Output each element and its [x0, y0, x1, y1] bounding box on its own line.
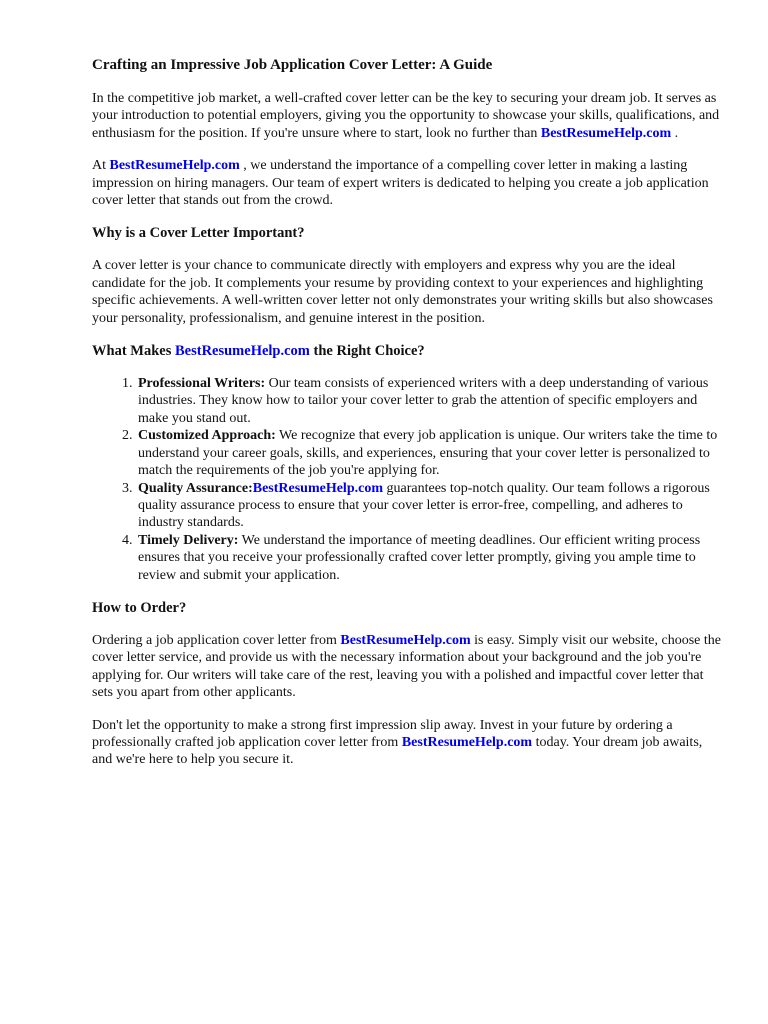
text-run: Why is a Cover Letter Important?: [92, 225, 305, 242]
text-run: How to Order?: [92, 599, 187, 616]
text-run: We recognize that every job application is unique. Our writers take the time to understand your career goals, skills, and experiences, ensuring that your cover letter is personalized to match the requirements of the job you're applying for.: [138, 428, 718, 479]
text-run: In the competitive job market, a well-crafted cover letter can be the key to securing your dream job. It serves as your introduction to potential employers, giving you the opportunity to showcase your skills, qualifications, and enthusiasm for the position. If you're unsure where to start, look no further than: [92, 91, 720, 141]
section-heading: [92, 599, 722, 617]
paragraph: [92, 157, 722, 209]
section-heading: [92, 342, 722, 360]
ordered-list: [92, 375, 722, 584]
paragraph: [92, 632, 722, 702]
bestresumehelp-link[interactable]: BestResumeHelp.com: [340, 632, 471, 648]
text-run: Timely Delivery:: [138, 532, 239, 548]
paragraph: [92, 90, 722, 142]
bestresumehelp-link[interactable]: BestResumeHelp.com: [401, 734, 533, 750]
text-run: guarantees top-notch quality. Our team follows a rigorous quality assurance process to ensure that your cover letter is error-free, compelling, and adheres to industry standards.: [138, 480, 710, 531]
list-item: [136, 532, 722, 584]
text-run: is easy. Simply visit our website, choose the cover letter service, and provide us with the necessary information about your background and the job you're applying for. Our writers will take care of the rest, leaving you with a polished and impactful cover letter that sets you apart from other applicants.: [92, 632, 721, 701]
text-run: the Right Choice?: [309, 343, 425, 360]
list-item: [136, 480, 722, 532]
text-run: At: [92, 158, 110, 174]
text-run: What Makes: [92, 343, 175, 360]
bestresumehelp-link[interactable]: BestResumeHelp.com: [540, 125, 672, 141]
bestresumehelp-link[interactable]: BestResumeHelp.com: [109, 158, 240, 174]
text-run: Don't let the opportunity to make a strong first impression slip away. Invest in your future by ordering a professionally crafted job application cover letter from: [92, 717, 673, 750]
bestresumehelp-link[interactable]: BestResumeHelp.com: [252, 480, 383, 496]
bestresumehelp-link[interactable]: BestResumeHelp.com: [174, 343, 310, 360]
text-run: Quality Assurance:: [138, 480, 253, 496]
list-item: [136, 375, 722, 427]
paragraph: [92, 717, 722, 769]
text-run: Professional Writers:: [138, 376, 266, 392]
text-run: Ordering a job application cover letter from: [92, 632, 341, 648]
section-heading: [92, 224, 722, 242]
document-title: [92, 56, 722, 74]
text-run: , we understand the importance of a compelling cover letter in making a lasting impression on hiring managers. Our team of expert writers is dedicated to helping you create a job application cover letter that stands out from the crowd.: [92, 158, 709, 209]
text-run: We understand the importance of meeting deadlines. Our efficient writing process ensures that you receive your professionally crafted cover letter promptly, giving you ample time to review and submit your application.: [138, 532, 701, 583]
list-item: [136, 427, 722, 479]
text-run: Customized Approach:: [138, 428, 276, 444]
text-run: .: [671, 125, 679, 141]
text-run: Crafting an Impressive Job Application Cover Letter: A Guide: [92, 57, 493, 73]
text-run: Our team consists of experienced writers with a deep understanding of various industries. They know how to tailor your cover letter to grab the attention of specific employers and make you stand out.: [138, 376, 709, 426]
text-run: today. Your dream job awaits, and we're here to help you secure it.: [92, 734, 703, 768]
text-run: A cover letter is your chance to communicate directly with employers and express why you are the ideal candidate for the job. It complements your resume by providing context to your experiences and highlighting specific achievements. A well-written cover letter not only demonstrates your writing skills but also showcases your personality, professionalism, and genuine interest in the position.: [92, 258, 713, 326]
paragraph: [92, 257, 722, 327]
